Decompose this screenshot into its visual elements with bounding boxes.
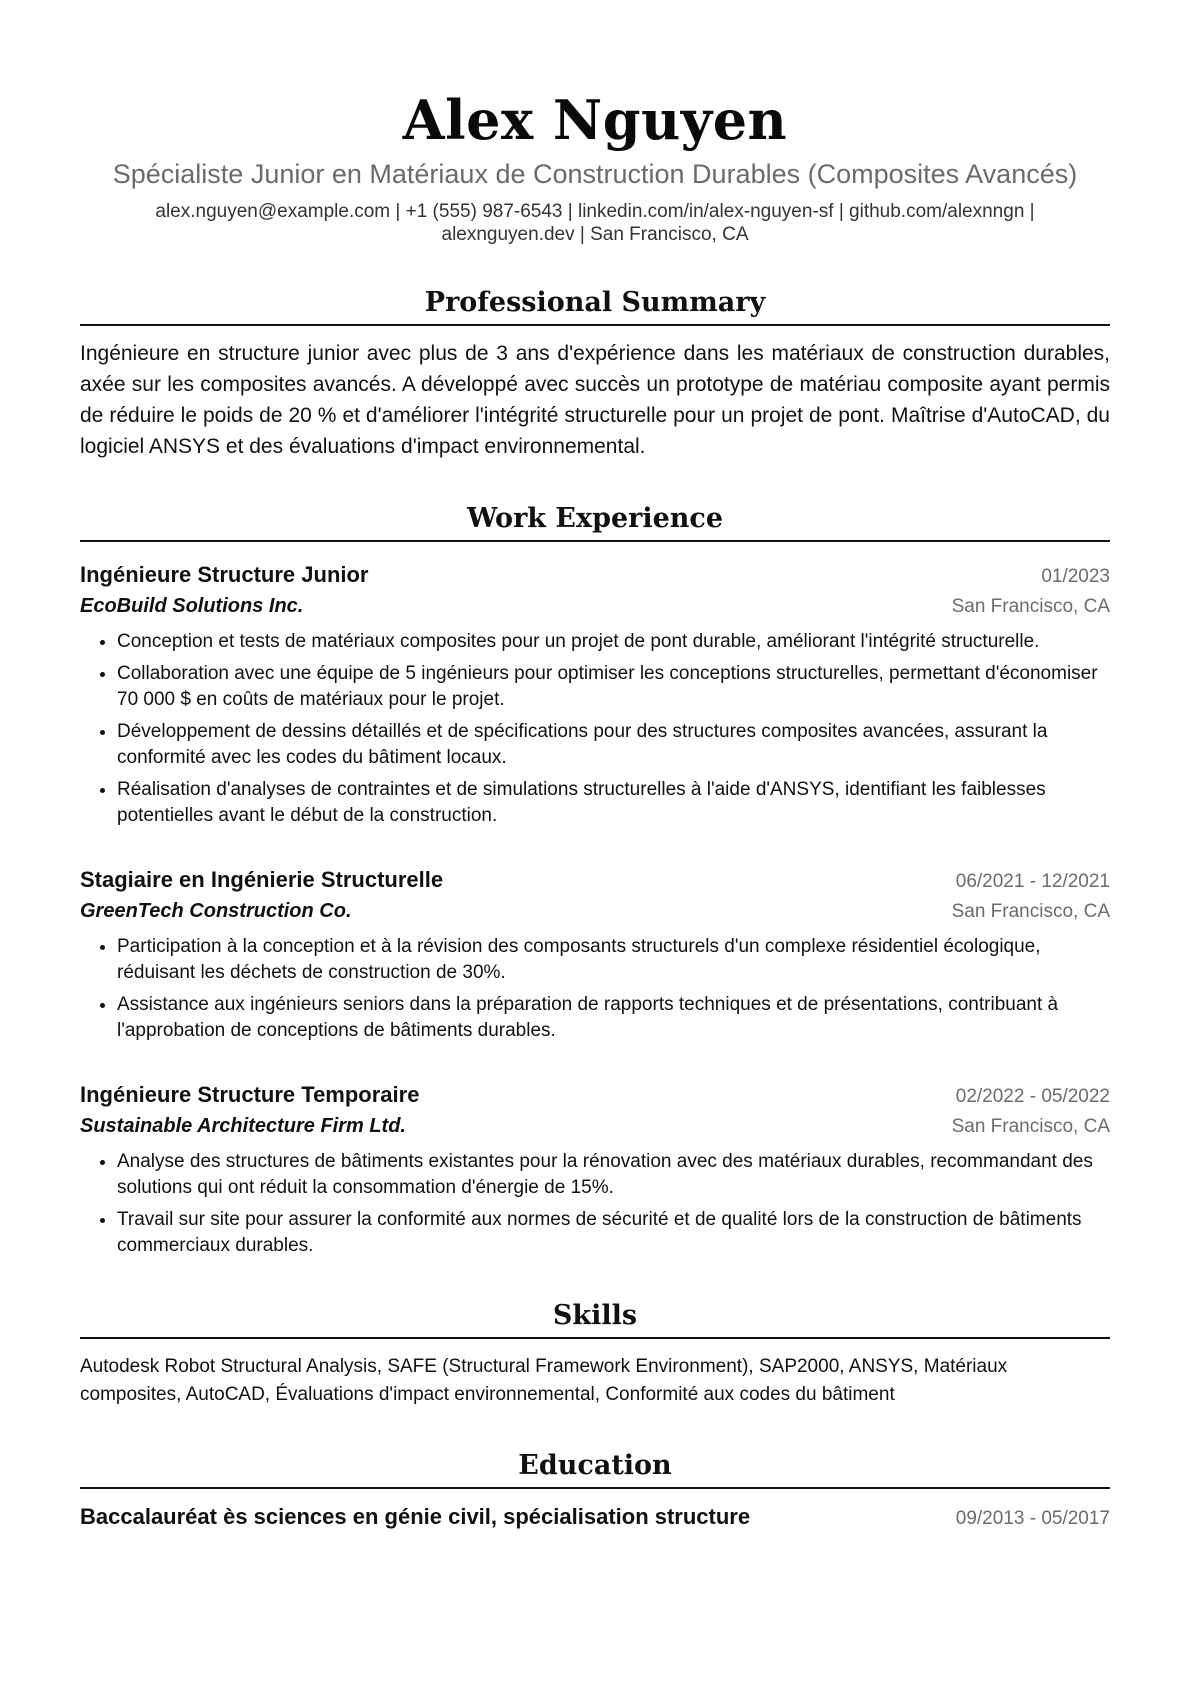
job-entry <box>80 1080 1110 1259</box>
job-title: Stagiaire en Ingénierie Structurelle <box>80 867 444 892</box>
job-bullet: • Analyse des structures de bâtiments existantes pour la rénovation avec des matériaux durables, recommandant des solutions qui ont réduit la consommation d'énergie de 15%. <box>117 1149 1110 1201</box>
summary-title: Professional Summary <box>80 286 1110 326</box>
job-company: GreenTech Construction Co. <box>80 900 352 922</box>
skills-text: Autodesk Robot Structural Analysis, SAFE (Structural Framework Environment), SAP2000, ANSYS, Matériaux composites, AutoCAD, Évaluations d'impact environnemental, Conformité aux codes du bâtiment <box>80 1356 1008 1405</box>
summary-text: Ingénieure en structure junior avec plus de 3 ans d'expérience dans les matériaux de construction durables, axée sur les composites avancés. A développé avec succès un prototype de matériau composite ayant permis de réduire le poids de 20 % et d'améliorer l'intégrité structurelle pour un projet de pont. Maîtrise d'AutoCAD, du logiciel ANSYS et des évaluations d'impact environnemental. <box>80 342 1110 458</box>
experience-title: Work Experience <box>80 502 1110 542</box>
education-title: Education <box>80 1449 1110 1489</box>
job-entry <box>80 865 1110 1044</box>
candidate-name: Alex Nguyen <box>402 88 788 152</box>
job-bullet: • Réalisation d'analyses de contraintes et de simulations structurelles à l'aide d'ANSYS, identifiant les faiblesses potentielles avant le début de la construction. <box>117 777 1110 829</box>
job-title: Ingénieure Structure Junior <box>80 562 369 587</box>
job-title: Ingénieure Structure Temporaire <box>80 1082 420 1107</box>
job-bullets <box>80 1149 1110 1259</box>
job-company: Sustainable Architecture Firm Ltd. <box>80 1115 406 1137</box>
resume-header <box>80 0 1110 246</box>
job-bullet: • Assistance aux ingénieurs seniors dans la préparation de rapports techniques et de présentations, contribuant à l'approbation de conceptions de bâtiments durables. <box>117 992 1110 1044</box>
education-section <box>80 1449 1110 1534</box>
job-entry <box>80 560 1110 829</box>
job-bullet: • Développement de dessins détaillés et de spécifications pour des structures composites avancées, assurant la conformité avec les codes du bâtiment locaux. <box>117 719 1110 771</box>
skills-title: Skills <box>80 1299 1110 1339</box>
job-date: 02/2022 - 05/2022 <box>955 1086 1110 1107</box>
candidate-headline: Spécialiste Junior en Matériaux de Construction Durables (Composites Avancés) <box>112 159 1078 189</box>
job-bullets <box>80 934 1110 1044</box>
education-date: 09/2013 - 05/2017 <box>955 1508 1110 1529</box>
job-bullet: • Conception et tests de matériaux composites pour un projet de pont durable, améliorant l'intégrité structurelle. <box>117 629 1110 655</box>
job-location: San Francisco, CA <box>951 1116 1110 1137</box>
education-degree: Baccalauréat ès sciences en génie civil, spécialisation structure <box>80 1504 751 1529</box>
experience-section <box>80 502 1110 1259</box>
job-company: EcoBuild Solutions Inc. <box>80 595 304 617</box>
education-entry <box>80 1501 1110 1534</box>
job-date: 01/2023 <box>1041 566 1110 587</box>
skills-section <box>80 1299 1110 1409</box>
contact-line: alex.nguyen@example.com | +1 (555) 987-6543 | linkedin.com/in/alex-nguyen-sf | github.com/alexnngn | alexnguyen.dev | San Francisco, CA <box>155 201 1035 245</box>
job-bullets <box>80 629 1110 829</box>
job-date: 06/2021 - 12/2021 <box>955 871 1110 892</box>
job-bullet: • Travail sur site pour assurer la conformité aux normes de sécurité et de qualité lors de la construction de bâtiments commerciaux durables. <box>117 1207 1110 1259</box>
job-location: San Francisco, CA <box>951 596 1110 617</box>
summary-section <box>80 286 1110 462</box>
job-bullet: • Participation à la conception et à la révision des composants structurels d'un complexe résidentiel écologique, réduisant les déchets de construction de 30%. <box>117 934 1110 986</box>
job-bullet: • Collaboration avec une équipe de 5 ingénieurs pour optimiser les conceptions structurelles, permettant d'économiser 70 000 $ en coûts de matériaux pour le projet. <box>117 661 1110 713</box>
job-location: San Francisco, CA <box>951 901 1110 922</box>
